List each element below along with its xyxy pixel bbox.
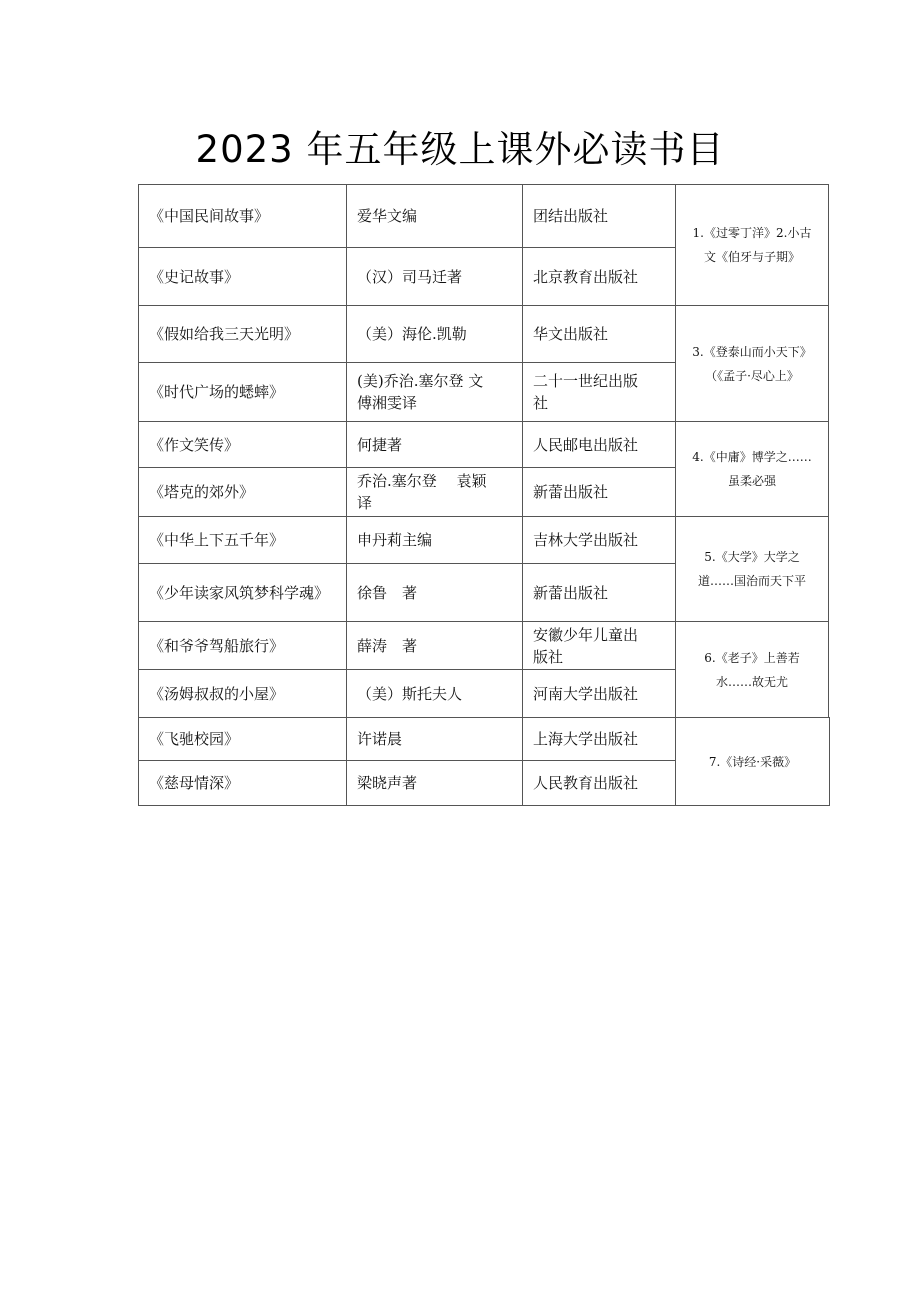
author-cell: 许诺晨: [357, 730, 403, 748]
author-cell: 乔治.塞尔登 袁颖 译: [357, 472, 487, 512]
book-title-cell: 《史记故事》: [149, 267, 240, 286]
book-title-cell: 《和爷爷驾船旅行》: [149, 636, 285, 655]
recitation-note-cell: 3.《登泰山而小天下》 （《孟子·尽心上》: [692, 344, 812, 383]
author-cell: 梁晓声著: [357, 774, 418, 792]
book-title-cell: 《中国民间故事》: [149, 207, 270, 225]
book-title-cell: 《塔克的郊外》: [149, 483, 255, 501]
book-title-cell: 《汤姆叔叔的小屋》: [149, 684, 285, 703]
recitation-note-cell: 5.《大学》大学之 道……国治而天下平: [697, 550, 806, 588]
author-cell: (美)乔治.塞尔登 文 傅湘雯译: [357, 372, 484, 412]
book-title-cell: 《作文笑传》: [149, 435, 240, 454]
recitation-note-cell: 7.《诗经·采薇》: [708, 754, 797, 769]
book-title-cell: 《慈母情深》: [149, 774, 240, 792]
publisher-cell: 团结出版社: [533, 207, 609, 225]
recitation-note-cell: 6.《老子》上善若 水……故无尤: [704, 650, 800, 689]
recitation-note-cell: 1.《过零丁洋》2.小古 文《伯牙与子期》: [692, 226, 812, 264]
publisher-cell: 人民教育出版社: [533, 774, 639, 792]
publisher-cell: 华文出版社: [533, 325, 609, 343]
publisher-cell: 安徽少年儿童出 版社: [533, 625, 639, 666]
book-title-cell: 《少年读家风筑梦科学魂》: [149, 583, 330, 602]
author-cell: 何捷著: [357, 435, 403, 454]
publisher-cell: 新蕾出版社: [533, 483, 609, 501]
publisher-cell: 人民邮电出版社: [533, 435, 639, 454]
author-cell: 徐鲁 著: [357, 583, 418, 602]
publisher-cell: 河南大学出版社: [533, 684, 639, 703]
publisher-cell: 北京教育出版社: [533, 267, 639, 286]
recitation-note-cell: 4.《中庸》博学之…… 虽柔必强: [692, 450, 812, 488]
book-title-cell: 《时代广场的蟋蟀》: [149, 383, 285, 401]
author-cell: 薛涛 著: [357, 636, 418, 655]
author-cell: 申丹莉主编: [357, 531, 433, 549]
author-cell: 爱华文编: [357, 207, 418, 225]
author-cell: （美）海伦.凯勒: [357, 325, 467, 343]
publisher-cell: 二十一世纪出版 社: [533, 372, 639, 412]
book-title-cell: 《假如给我三天光明》: [149, 325, 300, 343]
book-title-cell: 《中华上下五千年》: [149, 531, 285, 549]
publisher-cell: 新蕾出版社: [533, 583, 609, 602]
page-title: 2023 年五年级上课外必读书目: [195, 128, 725, 171]
author-cell: （美）斯托夫人: [357, 684, 463, 703]
publisher-cell: 上海大学出版社: [533, 730, 639, 748]
author-cell: （汉）司马迁著: [357, 267, 463, 286]
book-title-cell: 《飞驰校园》: [149, 730, 240, 748]
publisher-cell: 吉林大学出版社: [533, 531, 639, 549]
